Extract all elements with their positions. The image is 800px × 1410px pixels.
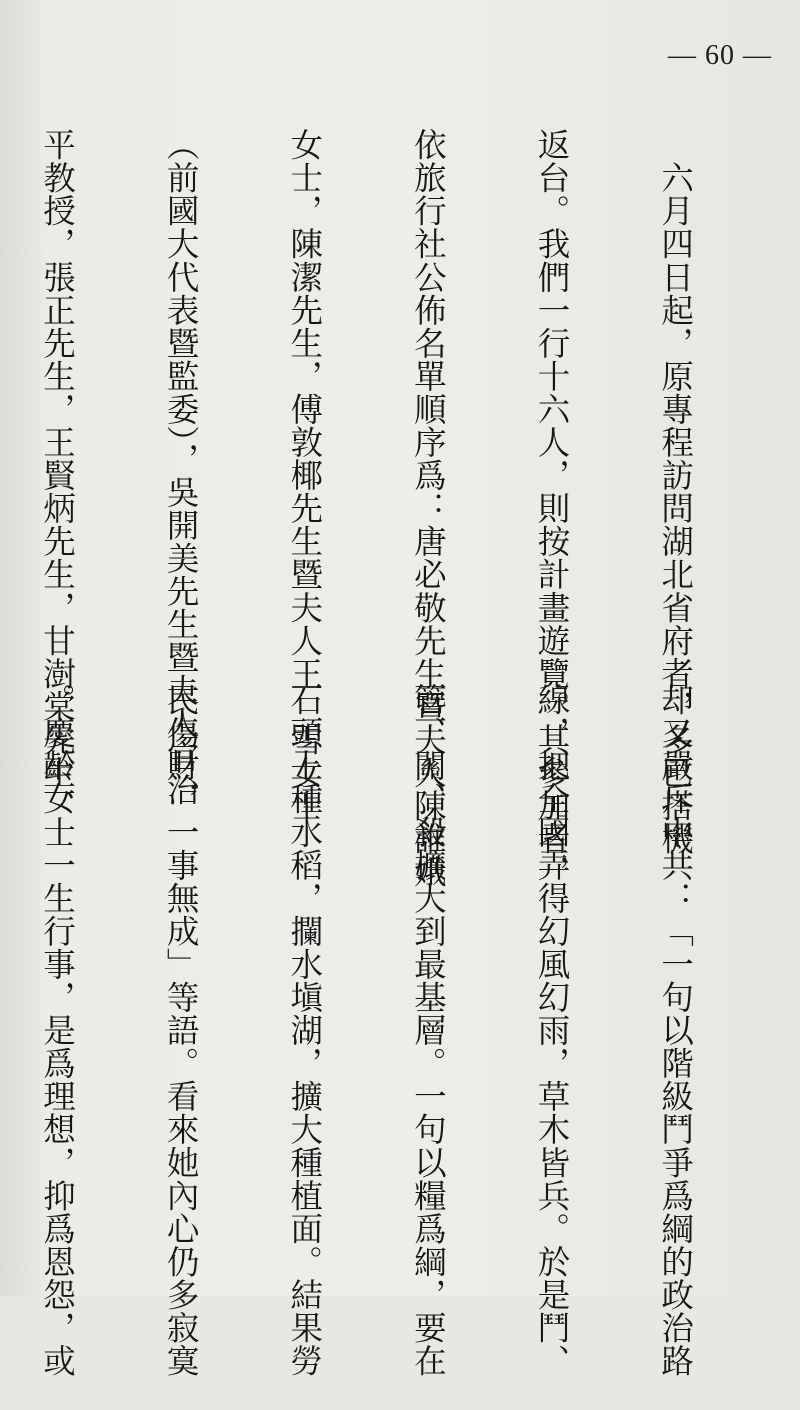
text-column: 却又嚴斥中共：「一句以階級鬥爭爲綱的政治路 (656, 683, 695, 1378)
text-column: 。慶齡女士一生行事，是爲理想，抑爲恩怨，或 (38, 683, 77, 1378)
text-column: 依旅行社公佈名單順序爲：唐必敬先生暨夫人陳誰娥 (409, 128, 448, 889)
text-column: 平教授，張正先生，王賢炳先生，甘澍棠先生、 (38, 128, 77, 823)
text-column: 返台。我們一行十六人，則按計畫遊覽。其參加者， (532, 128, 571, 889)
text-column: 管、關、殺擴大到最基層。一句以糧爲綱，要在 (409, 683, 448, 1378)
page-number: — 60 — (668, 40, 772, 71)
text-column: 民傷財，一事無成」等語。看來她內心仍多寂寞 (162, 683, 201, 1378)
text-column: （前國大代表暨監委），吳開美先生暨夫人官治 (162, 128, 201, 806)
text-column: 石頭上種水稻，攔水塡湖，擴大種植面。結果勞 (285, 683, 324, 1378)
lower-text-block (0, 683, 778, 1378)
upper-text-block (0, 128, 778, 889)
text-column: 女士，陳潔先生，傅敦椰先生暨夫人王 雪女士 (285, 128, 324, 823)
text-column: 線，把全國弄得幻風幻雨，草木皆兵。於是鬥、 (532, 683, 571, 1378)
text-column: 六月四日起，原專程訪問湖北省府者，多已搭機 (656, 128, 695, 856)
